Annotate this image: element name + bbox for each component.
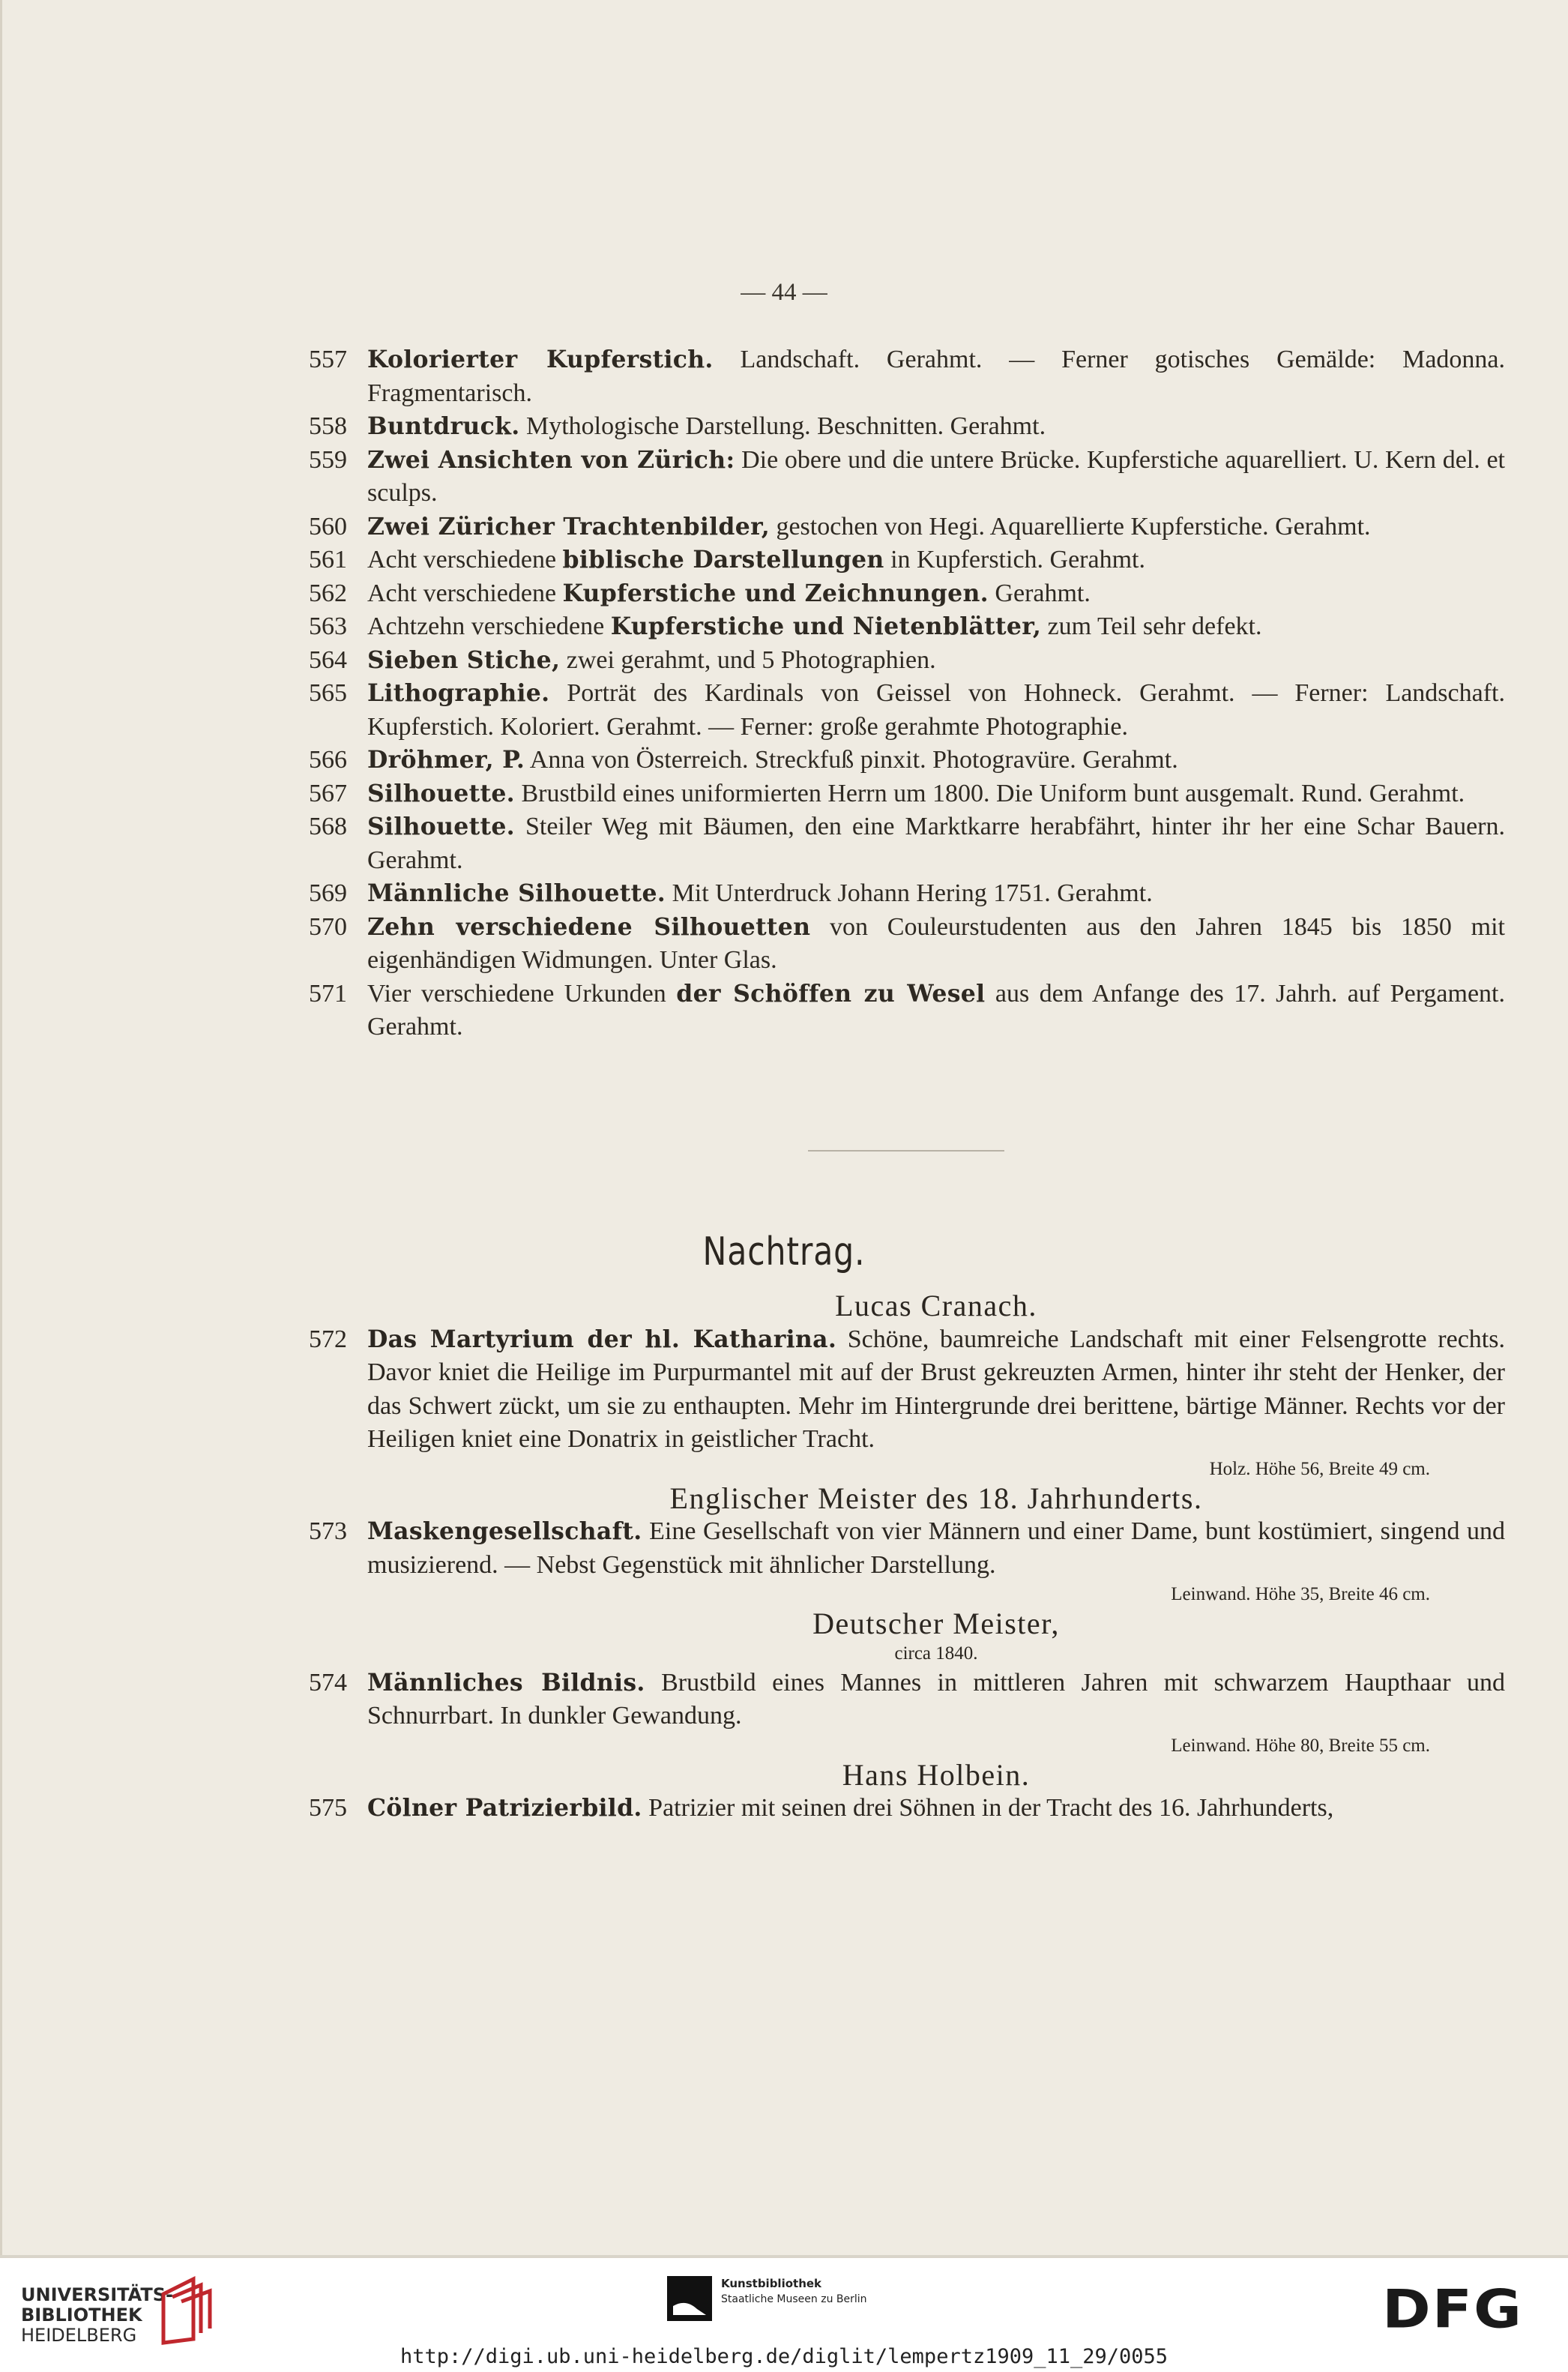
entry-number: 561 xyxy=(309,546,347,574)
entry-text: Brustbild eines Mannes in mittleren Jahren mit schwarzem Haupthaar und Schnurrbart. In dunkler Gewandung. xyxy=(367,1668,1506,1730)
entry-575 xyxy=(306,1792,1505,1825)
entry-565 xyxy=(306,677,1505,744)
entry-text: Die obere und die untere Brücke. Kupferstiche aquarelliert. U. Kern del. et sculps. xyxy=(367,445,1505,507)
entry-text: Eine Gesellschaft von vier Männern und einer Dame, bunt kostümiert, singend und musizierend. — Nebst Gegenstück mit ähnlicher Darstellung. xyxy=(367,1517,1505,1579)
uni-line-1: UNIVERSITÄTS- xyxy=(21,2284,174,2305)
uni-line-2: BIBLIOTHEK xyxy=(21,2305,142,2326)
entry-number: 557 xyxy=(309,346,347,373)
entry-569 xyxy=(306,877,1505,911)
kunstbibliothek-label xyxy=(721,2276,867,2307)
artist-heading: Hans Holbein. xyxy=(842,1757,1031,1792)
entry-number: 569 xyxy=(309,879,347,907)
entry-568 xyxy=(306,810,1505,877)
artist-heading: Deutscher Meister, xyxy=(812,1607,1060,1640)
source-url[interactable]: http://digi.ub.uni-heidelberg.de/diglit/lempertz1909_11_29/0055 xyxy=(399,2345,1169,2368)
entry-prefix: Vier verschiedene Urkunden xyxy=(367,979,677,1008)
entry-title: Zwei Züricher Trachtenbilder, xyxy=(367,512,770,541)
entry-dimensions: Leinwand. Höhe 35, Breite 46 cm. xyxy=(1171,1584,1430,1604)
entry-text: Mit Unterdruck Johann Hering 1751. Gerahmt. xyxy=(666,879,1153,907)
entry-571 xyxy=(306,978,1505,1044)
entry-558 xyxy=(306,410,1505,444)
entry-number: 565 xyxy=(309,679,347,707)
entry-557 xyxy=(306,343,1505,410)
entry-text: Mythologische Darstellung. Beschnitten. Gerahmt. xyxy=(519,412,1046,440)
university-logo-icon xyxy=(156,2272,216,2347)
entry-number: 568 xyxy=(309,813,347,840)
entry-title: Zwei Ansichten von Zürich: xyxy=(367,445,735,474)
section-title-nachtrag: Nachtrag. xyxy=(702,1229,866,1274)
university-library-name xyxy=(21,2285,173,2346)
entry-number: 559 xyxy=(309,445,347,474)
entry-text: Schöne, baumreiche Landschaft mit einer Felsengrotte rechts. Davor kniet die Heilige im Purpurmantel mit auf der Brust gekreuzten Armen, hinter ihr steht der Henker, der das Schwert zückt, um sie zu enthaupten. Mehr im Hintergrunde drei berittene, bärtige Männer. Rechts vor der Heiligen kniet eine Donatrix in geistlicher Tracht. xyxy=(367,1325,1505,1453)
entry-title: Buntdruck. xyxy=(367,412,520,440)
entry-574 xyxy=(306,1667,1505,1733)
entry-563 xyxy=(306,610,1505,644)
entry-title: Lithographie. xyxy=(367,679,550,707)
entry-number: 574 xyxy=(309,1668,347,1697)
entry-570 xyxy=(306,911,1505,978)
entry-number: 567 xyxy=(309,779,347,807)
entry-number: 575 xyxy=(309,1794,347,1822)
entry-text: Patrizier mit seinen drei Söhnen in der Tracht des 16. Jahrhunderts, xyxy=(642,1794,1334,1822)
artist-date: circa 1840. xyxy=(894,1643,978,1664)
entry-prefix: Acht verschiedene xyxy=(367,546,563,574)
entry-text: Anna von Österreich. Streckfuß pinxit. Photogravüre. Gerahmt. xyxy=(525,746,1178,774)
section-divider xyxy=(808,1150,1004,1152)
entry-number: 571 xyxy=(309,979,347,1008)
entry-559 xyxy=(306,444,1505,511)
entry-564 xyxy=(306,644,1505,678)
entry-title: Sieben Stiche, xyxy=(367,645,561,674)
entry-title: Das Martyrium der hl. Katharina. xyxy=(367,1325,837,1353)
entry-text: von Couleurstudenten aus den Jahren 1845 bis 1850 mit eigenhändigen Widmungen. Unter Glas. xyxy=(367,912,1505,974)
entry-prefix: Achtzehn verschiedene xyxy=(367,612,611,640)
entry-566 xyxy=(306,744,1505,777)
entry-title: Kupferstiche und Nietenblätter, xyxy=(610,612,1042,640)
entry-number: 562 xyxy=(309,579,347,607)
entry-title: Cölner Patrizierbild. xyxy=(367,1794,642,1822)
dfg-logo: DFG xyxy=(1382,2279,1524,2341)
entry-text: Steiler Weg mit Bäumen, den eine Marktkarre herabfährt, hinter ihr her eine Schar Bauern. Gerahmt. xyxy=(367,813,1505,874)
entry-prefix: Acht verschiedene xyxy=(367,579,563,607)
entry-text: aus dem Anfange des 17. Jahrh. auf Pergament. Gerahmt. xyxy=(367,979,1505,1041)
entry-title: Maskengesellschaft. xyxy=(367,1517,642,1545)
entry-567 xyxy=(306,777,1505,811)
entry-text: in Kupferstich. Gerahmt. xyxy=(884,546,1145,574)
entry-number: 573 xyxy=(309,1517,347,1545)
entry-title: Kolorierter Kupferstich. xyxy=(367,346,714,373)
entry-561 xyxy=(306,544,1505,577)
entry-572 xyxy=(306,1323,1505,1457)
entry-number: 570 xyxy=(309,912,347,941)
entry-text: gestochen von Hegi. Aquarellierte Kupferstiche. Gerahmt. xyxy=(769,512,1371,541)
entry-text: Landschaft. Gerahmt. — Ferner gotisches Gemälde: Madonna. Fragmentarisch. xyxy=(367,346,1506,407)
entry-number: 572 xyxy=(309,1325,347,1353)
entry-text: zwei gerahmt, und 5 Photographien. xyxy=(560,645,936,674)
entry-573 xyxy=(306,1515,1505,1582)
entry-dimensions: Leinwand. Höhe 80, Breite 55 cm. xyxy=(1171,1735,1430,1756)
nachtrag-section xyxy=(306,1289,1505,1825)
entry-text: Brustbild eines uniformierten Herrn um 1800. Die Uniform bunt ausgemalt. Rund. Gerahmt. xyxy=(514,779,1465,807)
kunstbibliothek-logo-icon xyxy=(667,2276,712,2321)
entry-number: 558 xyxy=(309,412,347,440)
uni-line-3: HEIDELBERG xyxy=(21,2325,137,2346)
entry-number: 560 xyxy=(309,512,347,541)
artist-heading: Englischer Meister des 18. Jahrhunderts. xyxy=(669,1481,1203,1515)
entry-title: Silhouette. xyxy=(367,813,515,840)
kb-line-2: Staatliche Museen zu Berlin xyxy=(721,2293,867,2305)
entry-number: 564 xyxy=(309,645,347,674)
entry-title: Kupferstiche und Zeichnungen. xyxy=(562,579,989,607)
entry-title: Dröhmer, P. xyxy=(367,746,525,774)
entry-title: Zehn verschiedene Silhouetten xyxy=(367,912,811,941)
page-number: — 44 — xyxy=(741,279,827,306)
entry-text: Porträt des Kardinals von Geissel von Hohneck. Gerahmt. — Ferner: Landschaft. Kupferstich. Koloriert. Gerahmt. — Ferner: große gerahmte Photographie. xyxy=(367,679,1505,741)
artist-heading: Lucas Cranach. xyxy=(835,1289,1037,1322)
entry-560 xyxy=(306,511,1505,544)
catalog-entries xyxy=(306,343,1505,1044)
entry-title: biblische Darstellungen xyxy=(562,546,884,574)
entry-number: 566 xyxy=(309,746,347,774)
entry-text: zum Teil sehr defekt. xyxy=(1041,612,1262,640)
entry-number: 563 xyxy=(309,612,347,640)
entry-dimensions: Holz. Höhe 56, Breite 49 cm. xyxy=(1209,1458,1430,1479)
entry-title: der Schöffen zu Wesel xyxy=(676,979,986,1008)
entry-562 xyxy=(306,577,1505,611)
entry-title: Silhouette. xyxy=(367,779,515,807)
entry-title: Männliches Bildnis. xyxy=(367,1668,645,1697)
entry-title: Männliche Silhouette. xyxy=(367,879,666,907)
kb-line-1: Kunstbibliothek xyxy=(721,2277,822,2290)
entry-text: Gerahmt. xyxy=(988,579,1091,607)
